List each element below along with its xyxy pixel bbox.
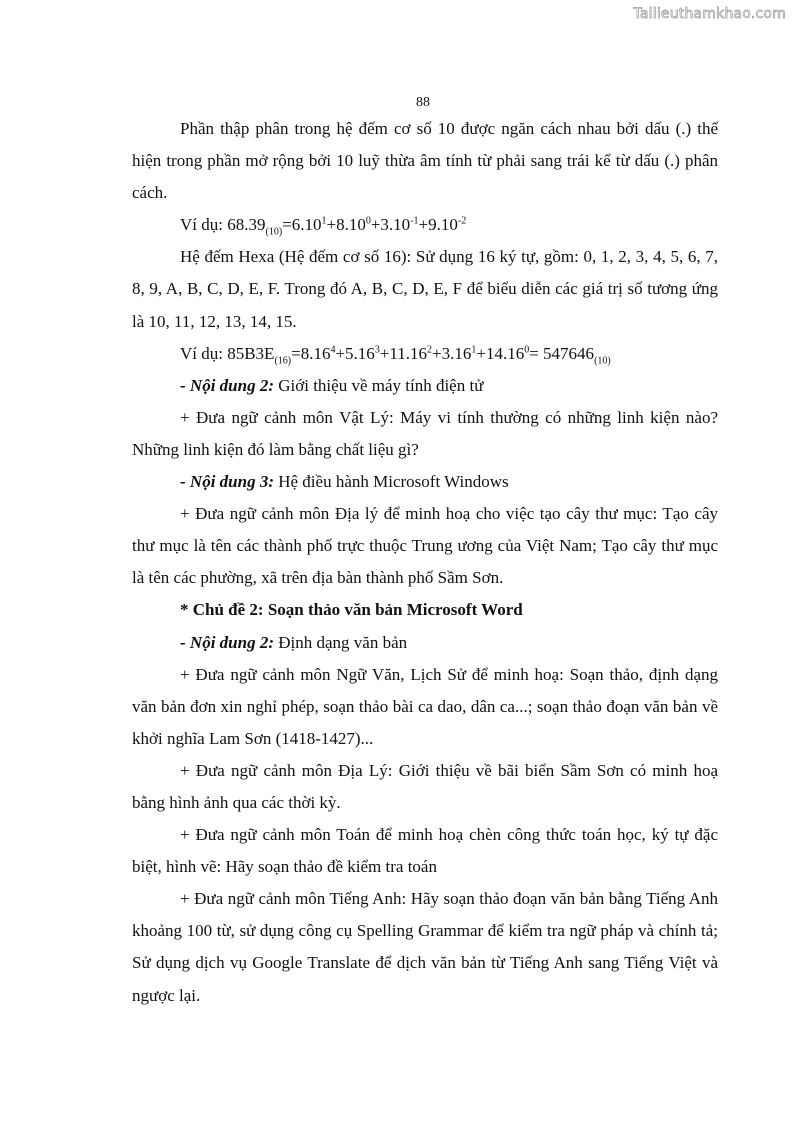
content-heading-3: - Nội dung 3: Hệ điều hành Microsoft Windows [180,472,509,492]
paragraph-math: + Đưa ngữ cảnh môn Toán để minh hoạ chèn công thức toán học, ký tự đặc biệt, hình vẽ: Hãy soạn thảo đề kiểm tra toán [132,825,718,877]
example-decimal: Ví dụ: $68.39_{(10)}=6.10^1+8.10^0+3.10^{-1}+9.10^{-2}$ [180,215,467,238]
page-number: 88 [416,95,430,110]
paragraph-physics: + Đưa ngữ cảnh môn Vật Lý: Máy vi tính thường có những linh kiện nào? Những linh kiện đó làm bằng chất liệu gì? [132,407,718,459]
example-hexa: Ví dụ: $85B3E_{(16)}=8.16^4+5.16^3+11.16^2+3.16^1+14.16^0= 547646_{(10)}$ [180,343,611,367]
topic-heading-2: * Chủ đề 2: Soạn thảo văn bản Microsoft Word [180,600,523,620]
paragraph-decimal-part: Phần thập phân trong hệ đếm cơ số 10 được ngăn cách nhau bởi dấu (.) thể hiện trong phần mở rộng bởi 10 luỹ thừa âm tính từ phải sang trái kể từ dấu (.) phân cách. [132,119,718,203]
watermark-text: Tailieuthamkhao.com [633,6,786,22]
paragraph-literature: + Đưa ngữ cảnh môn Ngữ Văn, Lịch Sử để minh hoạ: Soạn thảo, định dạng văn bản đơn xin nghỉ phép, soạn thảo bài ca dao, dân ca...; soạn thảo đoạn văn bản về khởi nghĩa Lam Sơn (1418-1427)... [132,664,718,748]
content-heading-2-format: - Nội dung 2: Định dạng văn bản [180,632,408,652]
paragraph-english: + Đưa ngữ cảnh môn Tiếng Anh: Hãy soạn thảo đoạn văn bản bằng Tiếng Anh khoảng 100 từ, sử dụng công cụ Spelling Grammar để kiểm tra ngữ pháp và chính tả; Sử dụng dịch vụ Google Translate để dịch văn bản từ Tiếng Anh sang Tiếng Việt và ngược lại. [132,889,718,1005]
content-heading-2: - Nội dung 2: Giới thiệu về máy tính điện tử [180,375,484,395]
paragraph-hexa: Hệ đếm Hexa (Hệ đếm cơ số 16): Sử dụng 16 ký tự, gồm: 0, 1, 2, 3, 4, 5, 6, 7, 8, 9, A, B, C, D, E, F. Trong đó A, B, C, D, E, F để biểu diễn các giá trị số tương ứng là 10, 11, 12, 13, 14, 15. [132,247,718,331]
paragraph-geography-beach: + Đưa ngữ cảnh môn Địa Lý: Giới thiệu về bãi biển Sầm Sơn có minh hoạ bằng hình ảnh qua các thời kỳ. [132,760,718,812]
document-body [132,113,718,1012]
paragraph-geography-folders: + Đưa ngữ cảnh môn Địa lý để minh hoạ cho việc tạo cây thư mục: Tạo cây thư mục là tên các thành phố trực thuộc Trung ương của Việt Nam; Tạo cây thư mục là tên các phường, xã trên địa bàn thành phố Sầm Sơn. [132,504,718,588]
